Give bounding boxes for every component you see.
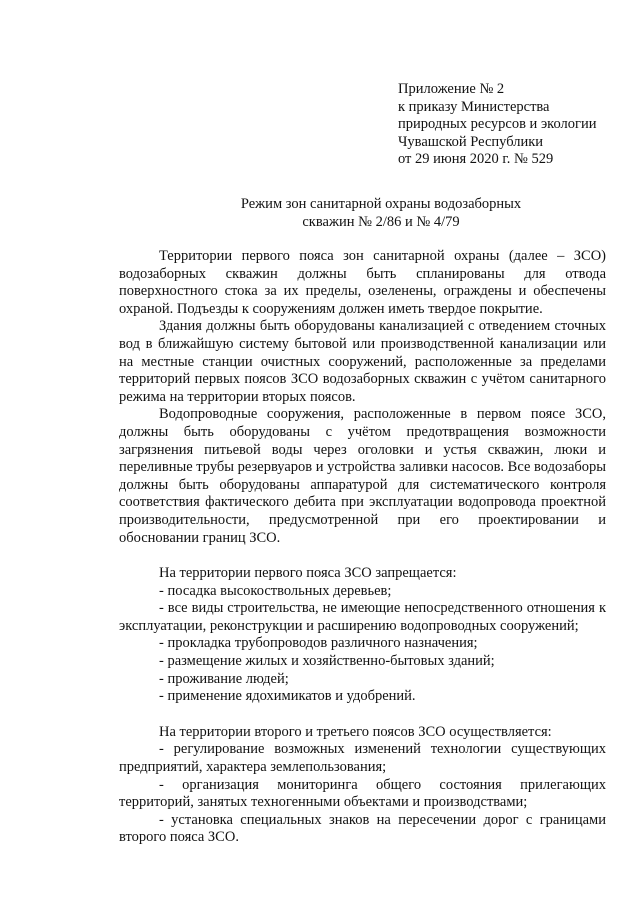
paragraph-territory: Территории первого пояса зон санитарной охраны (далее – ЗСО) водозаборных скважин должны быть спланированы для отвода поверхностного стока за их пределы, озеленены, ограждены и обеспечены охраной. Подъезды к сооружениям должен иметь твердое покрытие. [119,248,606,317]
first-zone-item: - все виды строительства, не имеющие непосредственного отношения к эксплуатации, реконструкции и расширению водопроводных сооружений; [119,600,606,634]
appendix-line: от 29 июня 2020 г. № 529 [398,151,554,168]
title-line-2: скважин № 2/86 и № 4/79 [302,213,460,230]
second-zone-item: - установка специальных знаков на пересечении дорог с границами второго пояса ЗСО. [119,811,606,846]
second-zone-item: - регулирование возможных изменений технологии существующих предприятий, характера землепользования; [119,741,606,776]
first-zone-item: - посадка высокоствольных деревьев; [159,582,392,599]
first-zone-item: - размещение жилых и хозяйственно-бытовых зданий; [159,653,495,670]
first-zone-item: - прокладка трубопроводов различного назначения; [159,635,478,652]
paragraph-buildings: Здания должны быть оборудованы канализацией с отведением сточных вод в ближайшую систему бытовой или производственной канализации или на местные станции очистных сооружений, расположенные за пределами территорий первых поясов ЗСО водозаборных скважин с учётом санитарного режима на территории вторых поясов. [119,318,606,405]
paragraph-water-facilities: Водопроводные сооружения, расположенные в первом поясе ЗСО, должны быть оборудованы с учётом предотвращения возможности загрязнения питьевой воды через оголовки и устья скважин, люки и переливные трубы резервуаров и устройства заливки насосов. Все водозаборы должны быть оборудованы аппаратурой для систематического контроля соответствия фактического дебита при эксплуатации водопровода проектной производительности, предусмотренной при его проектировании и обосновании границ ЗСО. [119,406,607,546]
appendix-line: Приложение № 2 [398,81,505,97]
first-zone-heading: На территории первого пояса ЗСО запрещается: [159,565,457,582]
document-body [119,248,606,847]
first-zone-item: - проживание людей; [159,670,289,687]
second-zone-heading: На территории второго и третьего поясов ЗСО осуществляется: [159,723,552,740]
second-zone-item: - организация мониторинга общего состояния прилегающих территорий, занятых техногенными объектами и производствами; [119,776,606,811]
appendix-header [398,81,596,169]
appendix-line: к приказу Министерства [398,98,550,115]
title-line-1: Режим зон санитарной охраны водозаборных [240,196,522,212]
appendix-line: природных ресурсов и экологии [398,116,597,133]
first-zone-item: - применение ядохимикатов и удобрений. [159,688,416,705]
document-title [120,196,640,231]
appendix-line: Чувашской Республики [398,133,544,150]
